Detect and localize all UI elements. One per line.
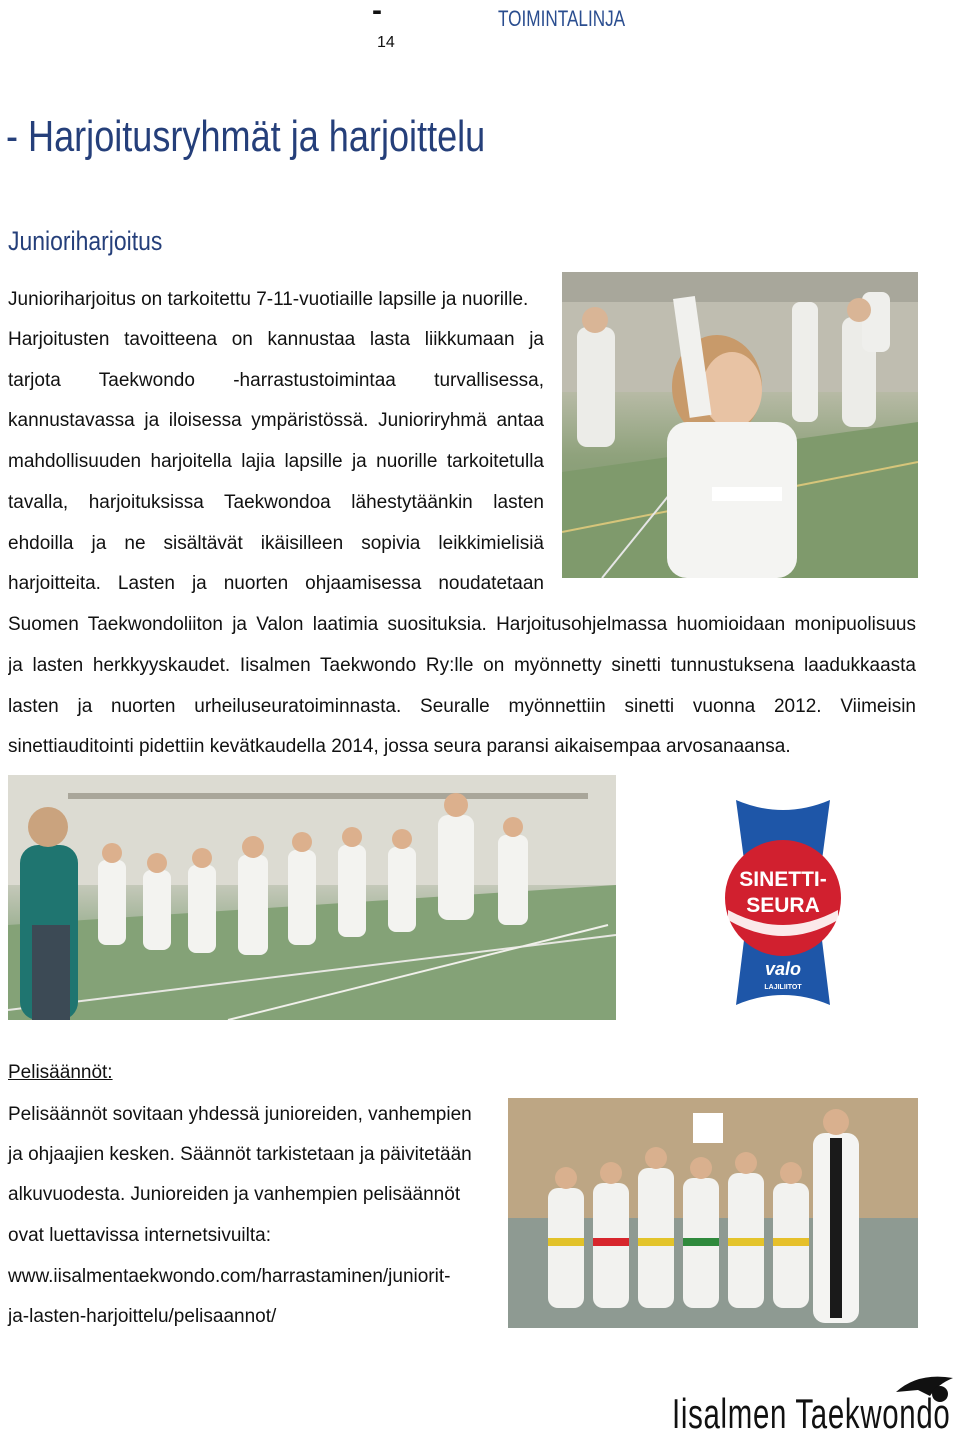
junior-line: Junioriharjoitus on tarkoitettu 7-11-vuotiaille lapsille ja nuorille. xyxy=(8,289,529,310)
rules-heading: Pelisäännöt: xyxy=(8,1062,113,1083)
seal-line2: SEURA xyxy=(746,894,820,917)
seal-sub: LAJILIITOT xyxy=(764,984,802,991)
junior-line: tavalla, harjoituksissa Taekwondoa lähestytäänkin lasten xyxy=(8,492,544,513)
photo-group xyxy=(508,1098,918,1328)
junior-heading: Junioriharjoitus xyxy=(8,226,163,256)
club-logo xyxy=(668,1370,960,1436)
seal-brand: valo xyxy=(764,959,802,979)
junior-line: tarjota Taekwondo -harrastustoimintaa turvallisessa, xyxy=(8,370,544,391)
junior-line: ja lasten herkkyyskaudet. Iisalmen Taekwondo Ry:lle on myönnetty sinetti tunnustuksena laadukkaasta xyxy=(8,655,916,676)
seal-line1: SINETTI- xyxy=(739,868,827,891)
junior-line: ehdoilla ja ne sisältävät ikäisilleen sopivia leikkimielisiä xyxy=(8,533,544,554)
rules-line: alkuvuodesta. Junioreiden ja vanhempien pelisäännöt xyxy=(8,1184,461,1205)
section-title: TOIMINTALINJA xyxy=(498,6,626,31)
rules-line: ja ohjaajien kesken. Säännöt tarkistetaan ja päivitetään xyxy=(8,1144,472,1165)
header-dash: - xyxy=(372,0,382,27)
photo-junior-training xyxy=(562,272,918,578)
rules-url[interactable]: www.iisalmentaekwondo.com/harrastaminen/juniorit- xyxy=(8,1266,451,1287)
rules-line: ovat luettavissa internetsivuilta: xyxy=(8,1225,271,1246)
rules-url[interactable]: ja-lasten-harjoittelu/pelisaannot/ xyxy=(8,1306,277,1327)
junior-line: lasten ja nuorten urheiluseuratoiminnasta. Seuralle myönnettiin sinetti vuonna 2012. Viimeisin xyxy=(8,696,916,717)
junior-line: harjoitteita. Lasten ja nuorten ohjaamisessa noudatetaan xyxy=(8,573,544,594)
page-number: 14 xyxy=(377,34,395,51)
rules-line: Pelisäännöt sovitaan yhdessä junioreiden, vanhempien xyxy=(8,1104,472,1125)
page-title: - Harjoitusryhmät ja harjoittelu xyxy=(6,112,486,161)
junior-line: Suomen Taekwondoliiton ja Valon laatimia suosituksia. Harjoitusohjelmassa huomioidaan monipuolisuus xyxy=(8,614,916,635)
club-logo-text: Iisalmen Taekwondo xyxy=(672,1390,951,1437)
junior-line: sinettiauditointi pidettiin kevätkaudella 2014, jossa seura paransi aikaisempaa arvosanaansa. xyxy=(8,736,791,757)
junior-line: kannustavassa ja iloisessa ympäristössä. Junioriryhmä antaa xyxy=(8,410,544,431)
sinetti-seura-seal xyxy=(718,790,848,1015)
junior-line: mahdollisuuden harjoitella lajia lapsille ja nuorille tarkoitetulla xyxy=(8,451,544,472)
junior-line: Harjoitusten tavoitteena on kannustaa lasta liikkumaan ja xyxy=(8,329,544,350)
photo-class-training xyxy=(8,775,616,1020)
